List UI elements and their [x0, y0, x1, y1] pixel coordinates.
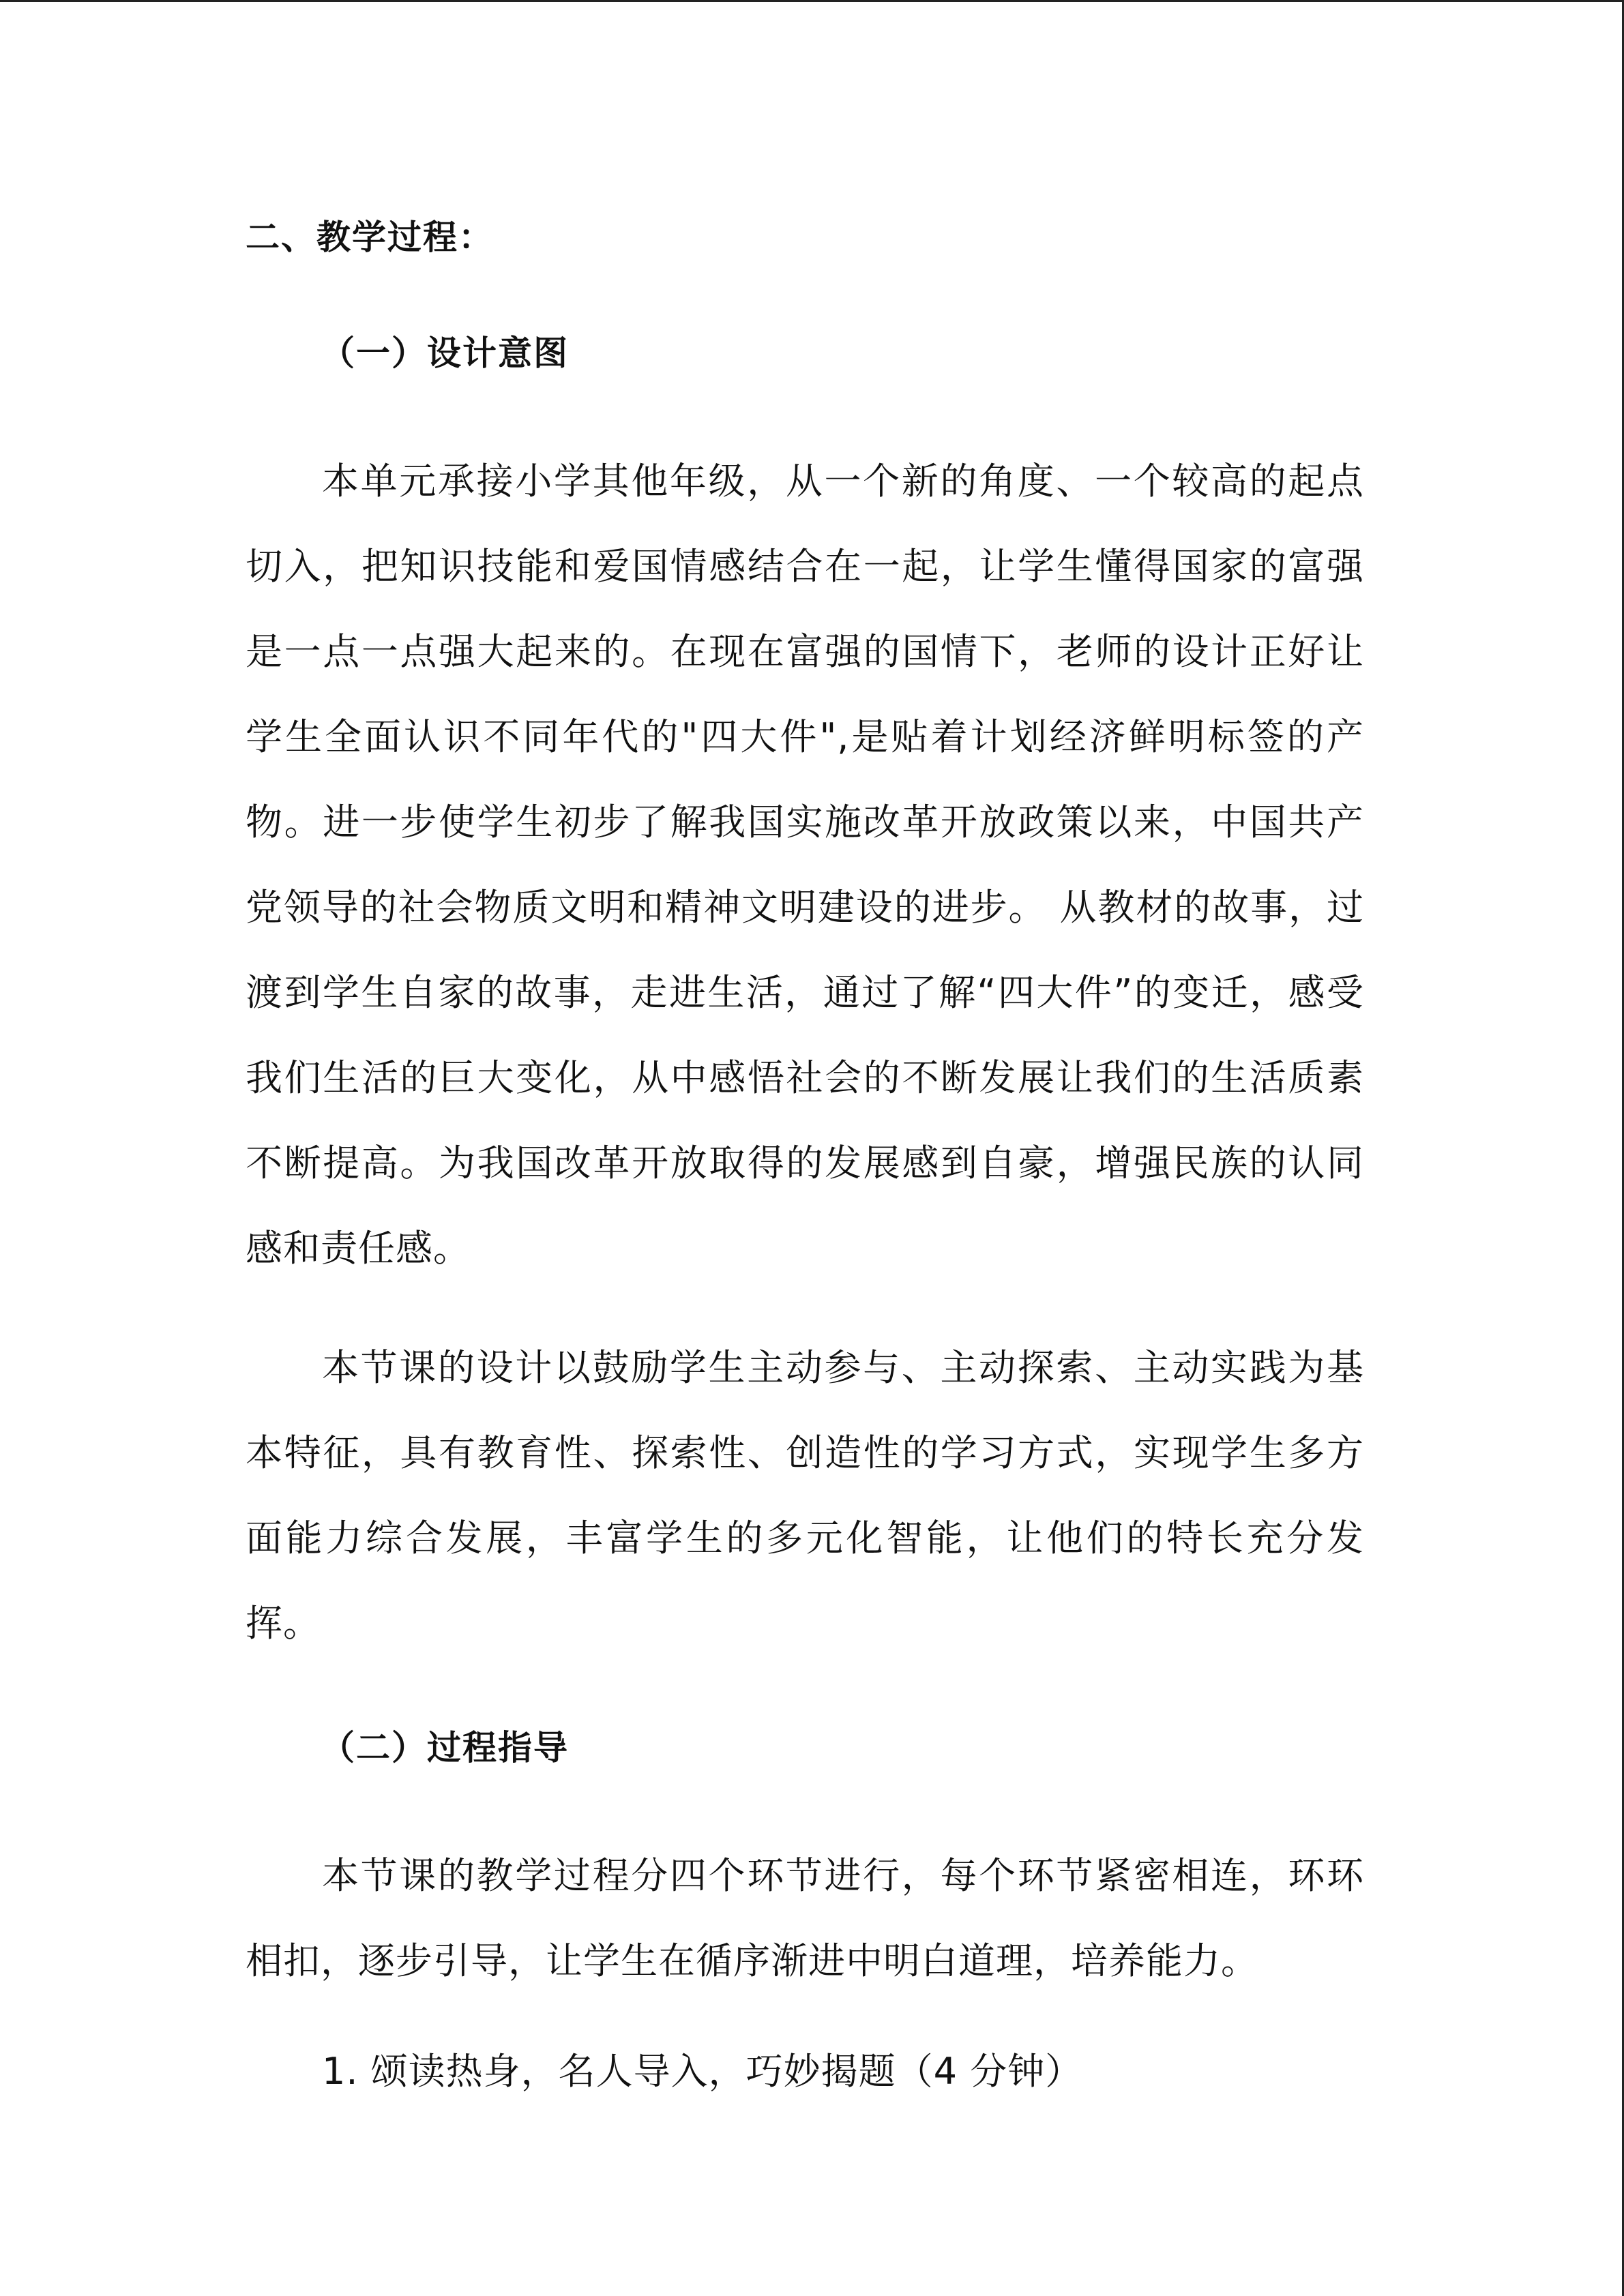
step-1-heading: 1. 颂读热身，名人导入，巧妙揭题（4 分钟） [322, 2050, 1083, 2093]
section-heading: 二、教学过程： [246, 218, 494, 257]
page-content [246, 207, 1364, 2106]
paragraph-design-intent-2: 本节课的设计以鼓励学生主动参与、主动探索、主动实践为基本特征，具有教育性、探索性、创造性的学习方式，实现学生多方面能力综合发展，丰富学生的多元化智能，让他们的特长充分发挥。 [246, 1346, 1364, 1645]
paragraph-design-intent-1: 本单元承接小学其他年级，从一个新的角度、一个较高的起点切入，把知识技能和爱国情感结合在一起，让学生懂得国家的富强是一点一点强大起来的。在现在富强的国情下，老师的设计正好让学生全面认识不同年代的"四大件",是贴着计划经济鲜明标签的产物。进一步使学生初步了解我国实施改革开放政策以来，中国共产党领导的社会物质文明和精神文明建设的进步。 从教材的故事，过渡到学生自家的故事，走进生活，通过了解“四大件”的变迁，感受我们生活的巨大变化，从中感悟社会的不断发展让我们的生活质素不断提高。为我国改革开放取得的发展感到自豪，增强民族的认同感和责任感。 [246, 460, 1364, 1270]
subsection-heading-process-guidance: （二）过程指导 [321, 1728, 569, 1768]
subsection-heading-design-intent: （一）设计意图 [321, 333, 569, 373]
paragraph-process-guidance-1: 本节课的教学过程分四个环节进行，每个环节紧密相连，环环相扣，逐步引导，让学生在循序渐进中明白道理，培养能力。 [246, 1854, 1364, 1982]
